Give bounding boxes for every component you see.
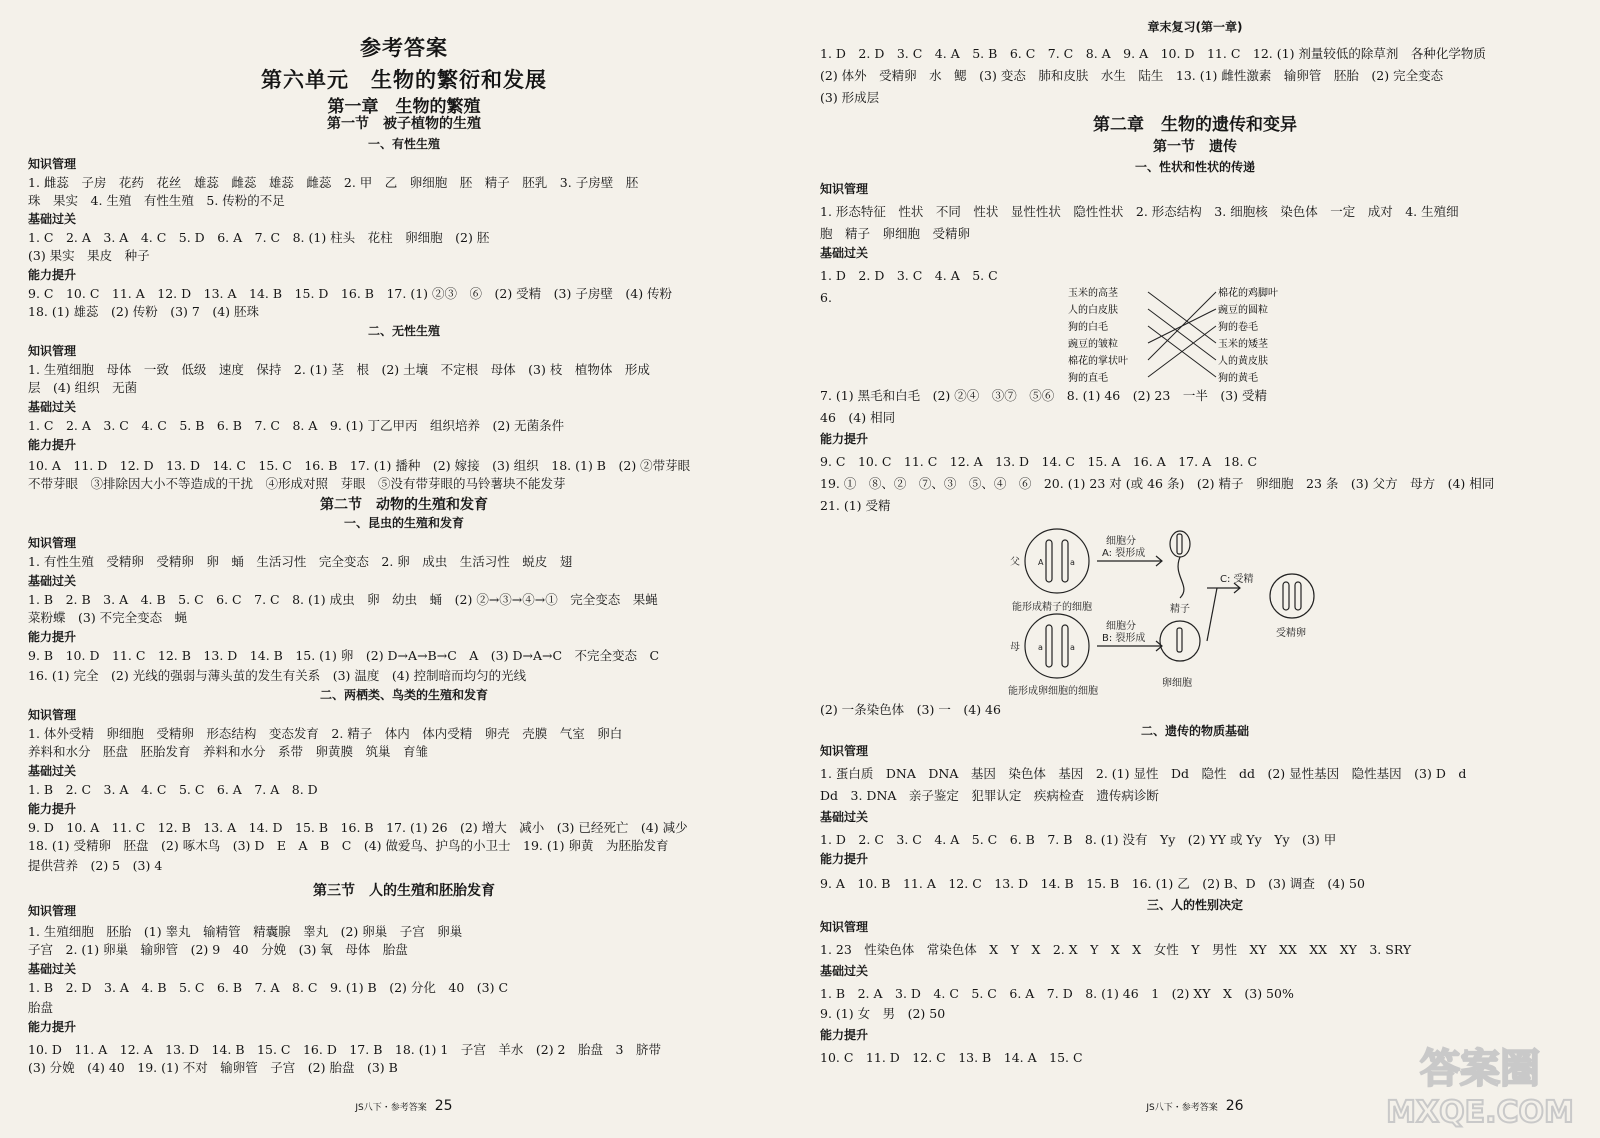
right-section-label: 知识管理 xyxy=(820,920,869,934)
left-section-label: 能力提升 xyxy=(28,802,77,816)
left-section-label: 知识管理 xyxy=(28,344,77,358)
right-answer-line: 1. D 2. D 3. C 4. A 5. C xyxy=(820,268,998,283)
right-answer-line: 1. 形态特征 性状 不同 性状 显性性状 隐性性状 2. 形态结构 3. 细胞核 染色体 一定 成对 4. 生殖细 xyxy=(820,204,1459,219)
match-left-item: 人的白皮肤 xyxy=(1068,305,1118,316)
mother-label: 母 xyxy=(1010,642,1020,653)
match-left-item: 豌豆的皱粒 xyxy=(1068,339,1118,350)
right-answer-line: 1. 蛋白质 DNA DNA 基因 染色体 基因 2. (1) 显性 Dd 隐性 dd (2) 显性基因 隐性基因 (3) D d xyxy=(820,766,1467,781)
right-heading: 第一节 遗传 xyxy=(1153,139,1237,155)
page-number: 25 xyxy=(434,1098,453,1114)
right-heading: 二、遗传的物质基础 xyxy=(1140,724,1249,738)
right-answer-line: 6. xyxy=(820,290,832,305)
egg-cell xyxy=(1160,621,1200,661)
match-connector xyxy=(1148,309,1216,360)
division-label-a: 细胞分 xyxy=(1106,536,1136,547)
left-answer-line: 1. B 2. D 3. A 4. B 5. C 6. B 7. A 8. C 9. (1) B (2) 分化 40 (3) C xyxy=(28,980,509,995)
right-answer-line: (3) 形成层 xyxy=(820,90,880,105)
left-answer-line: 18. (1) 受精卵 胚盘 (2) 啄木鸟 (3) D E A B C (4) 做爱鸟、护鸟的小卫士 19. (1) 卵黄 为胚胎发育 xyxy=(28,838,669,853)
gene-a-mother1: a xyxy=(1038,643,1043,652)
right-answer-line: Dd 3. DNA 亲子鉴定 犯罪认定 疾病检查 遗传病诊断 xyxy=(820,788,1159,803)
match-right-item: 棉花的鸡脚叶 xyxy=(1218,288,1278,299)
left-answer-line: 1. B 2. B 3. A 4. B 5. C 6. C 7. C 8. (1) 成虫 卵 幼虫 蛹 (2) ②→③→④→① 完全变态 果蝇 xyxy=(28,592,658,607)
left-answer-line: 9. B 10. D 11. C 12. B 13. D 14. B 15. (1) 卵 (2) D→A→B→C A (3) D→A→C 不完全变态 C xyxy=(28,648,660,663)
match-right-item: 人的黄皮肤 xyxy=(1218,356,1268,367)
footer-label: JS八下・参考答案 xyxy=(355,1103,427,1113)
left-section-label: 基础过关 xyxy=(28,212,77,226)
footer-label: JS八下・参考答案 xyxy=(1146,1103,1218,1113)
left-section-label: 能力提升 xyxy=(28,630,77,644)
left-section-label: 知识管理 xyxy=(28,157,77,171)
right-answer-line: 胞 精子 卵细胞 受精卵 xyxy=(820,226,971,241)
left-heading: 第一节 被子植物的生殖 xyxy=(327,116,481,132)
match-right-item: 豌豆的圆粒 xyxy=(1218,305,1268,316)
left-answer-line: 1. 生殖细胞 胚胎 (1) 睾丸 输精管 精囊腺 睾丸 (2) 卵巢 子宫 卵巢 xyxy=(28,924,463,939)
match-left-item: 棉花的掌状叶 xyxy=(1068,356,1128,367)
left-answer-line: 子宫 2. (1) 卵巢 输卵管 (2) 9 40 分娩 (3) 氧 母体 胎盘 xyxy=(28,942,408,957)
watermark-text: 答案圈 xyxy=(1420,1046,1540,1092)
right-answer-line: 7. (1) 黑毛和白毛 (2) ②④ ③⑦ ⑤⑥ 8. (1) 46 (2) 23 一半 (3) 受精 xyxy=(820,388,1268,403)
sperm-tail xyxy=(1178,557,1184,598)
right-section-label: 基础过关 xyxy=(820,246,869,260)
mother-cell xyxy=(1025,614,1089,678)
sperm-cell-label: 能形成精子的细胞 xyxy=(1012,602,1092,613)
father-label: 父 xyxy=(1010,557,1020,568)
match-left-item: 狗的直毛 xyxy=(1068,373,1108,384)
watermark-logo xyxy=(1380,1030,1580,1134)
right-section-label: 知识管理 xyxy=(820,744,869,758)
right-heading: 一、性状和性状的传递 xyxy=(1134,160,1255,174)
left-answer-line: 9. D 10. A 11. C 12. B 13. A 14. D 15. B 16. B 17. (1) 26 (2) 增大 减小 (3) 已经死亡 (4) 减少 xyxy=(28,820,688,835)
right-page xyxy=(820,0,1570,1134)
match-right-item: 狗的卷毛 xyxy=(1218,322,1258,333)
right-answer-line: 9. (1) 女 男 (2) 50 xyxy=(820,1006,946,1021)
left-heading: 第三节 人的生殖和胚胎发育 xyxy=(313,883,495,899)
left-answer-line: 养料和水分 胚盘 胚胎发育 养料和水分 系带 卵黄膜 筑巢 育雏 xyxy=(28,744,429,759)
egg-label: 卵细胞 xyxy=(1162,678,1192,689)
left-answer-line: 1. 有性生殖 受精卵 受精卵 卵 蛹 生活习性 完全变态 2. 卵 成虫 生活习性 蜕皮 翅 xyxy=(28,554,573,569)
page-number: 26 xyxy=(1225,1098,1244,1114)
match-left-item: 狗的白毛 xyxy=(1068,322,1108,333)
right-section-label: 能力提升 xyxy=(820,1028,869,1042)
match-right-item: 狗的黄毛 xyxy=(1218,373,1258,384)
left-answer-line: 16. (1) 完全 (2) 光线的强弱与薄头茧的发生有关系 (3) 温度 (4) 控制暗而均匀的光线 xyxy=(28,668,527,683)
right-answer-line: 1. B 2. A 3. D 4. C 5. C 6. A 7. D 8. (1) 46 1 (2) XY X (3) 50% xyxy=(820,986,1294,1001)
right-heading: 第二章 生物的遗传和变异 xyxy=(1093,115,1297,135)
right-heading: 章末复习(第一章) xyxy=(1147,20,1243,34)
left-answer-line: 1. 体外受精 卵细胞 受精卵 形态结构 变态发育 2. 精子 体内 体内受精 卵壳 壳膜 气室 卵白 xyxy=(28,726,623,741)
left-section-label: 基础过关 xyxy=(28,400,77,414)
sperm-label: 精子 xyxy=(1170,604,1190,615)
right-section-label: 基础过关 xyxy=(820,964,869,978)
zygote-cell xyxy=(1270,574,1314,618)
right-answer-line: 1. D 2. C 3. C 4. A 5. C 6. B 7. B 8. (1) 没有 Yy (2) YY 或 Yy Yy (3) 甲 xyxy=(820,832,1337,847)
right-answer-line: 9. C 10. C 11. C 12. A 13. D 14. C 15. A 16. A 17. A 18. C xyxy=(820,454,1258,469)
left-answer-line: (3) 果实 果皮 种子 xyxy=(28,248,150,263)
left-answer-line: 菜粉蝶 (3) 不完全变态 蝇 xyxy=(28,610,188,625)
left-answer-line: 18. (1) 雄蕊 (2) 传粉 (3) 7 (4) 胚珠 xyxy=(28,304,260,319)
division-label-b: 细胞分 xyxy=(1106,621,1136,632)
right-section-label: 能力提升 xyxy=(820,432,869,446)
left-section-label: 能力提升 xyxy=(28,438,77,452)
left-heading: 第二节 动物的生殖和发育 xyxy=(320,497,488,513)
sperm-head xyxy=(1170,531,1190,557)
gene-a: a xyxy=(1070,558,1075,567)
left-answer-line: 珠 果实 4. 生殖 有性生殖 5. 传粉的不足 xyxy=(28,193,285,208)
right-answer-line: 21. (1) 受精 xyxy=(820,498,891,513)
left-section-label: 基础过关 xyxy=(28,574,77,588)
match-right-item: 玉米的矮茎 xyxy=(1218,339,1268,350)
right-section-label: 知识管理 xyxy=(820,182,869,196)
left-answer-line: 1. B 2. C 3. A 4. C 5. C 6. A 7. A 8. D xyxy=(28,782,318,797)
right-answer-line: 9. A 10. B 11. A 12. C 13. D 14. B 15. B 16. (1) 乙 (2) B、D (3) 调查 (4) 50 xyxy=(820,876,1365,891)
egg-cell-label: 能形成卵细胞的细胞 xyxy=(1008,686,1098,696)
right-answer-line: 1. D 2. D 3. C 4. A 5. B 6. C 7. C 8. A 9. A 10. D 11. C 12. (1) 剂量较低的除草剂 各种化学物质 xyxy=(820,46,1486,61)
left-answer-line: 1. C 2. A 3. A 4. C 5. D 6. A 7. C 8. (1) 柱头 花柱 卵细胞 (2) 胚 xyxy=(28,230,490,245)
left-answer-line: 1. 生殖细胞 母体 一致 低级 速度 保持 2. (1) 茎 根 (2) 土壤 不定根 母体 (3) 枝 植物体 形成 xyxy=(28,362,650,377)
left-heading: 二、两栖类、鸟类的生殖和发育 xyxy=(319,688,488,702)
right-heading: 三、人的性别决定 xyxy=(1146,898,1243,912)
left-answer-line: 10. D 11. A 12. A 13. D 14. B 15. C 16. D 17. B 18. (1) 1 子宫 羊水 (2) 2 胎盘 3 脐带 xyxy=(28,1042,661,1057)
right-answer-line: 10. C 11. D 12. C 13. B 14. A 15. C xyxy=(820,1050,1083,1065)
left-section-label: 知识管理 xyxy=(28,536,77,550)
left-section-label: 基础过关 xyxy=(28,962,77,976)
left-answer-line: 1. 雌蕊 子房 花药 花丝 雄蕊 雌蕊 雄蕊 雌蕊 2. 甲 乙 卵细胞 胚 精子 胚乳 3. 子房壁 胚 xyxy=(28,175,639,190)
arrow-a-label: A: 裂形成 xyxy=(1102,548,1146,559)
left-answer-line: 胎盘 xyxy=(28,1000,54,1015)
right-answer-line: 19. ① ⑧、② ⑦、③ ⑤、④ ⑥ 20. (1) 23 对 (或 46 条) (2) 精子 卵细胞 23 条 (3) 父方 母方 (4) 相同 xyxy=(820,476,1495,491)
left-heading: 参考答案 xyxy=(360,36,448,60)
fertilization-label: C: 受精 xyxy=(1220,574,1254,585)
left-answer-line: 10. A 11. D 12. D 13. D 14. C 15. C 16. B 17. (1) 播种 (2) 嫁接 (3) 组织 18. (1) B (2) ②带芽眼 xyxy=(28,458,691,473)
zygote-label: 受精卵 xyxy=(1276,628,1306,639)
left-answer-line: 层 (4) 组织 无菌 xyxy=(28,380,138,395)
left-page xyxy=(28,0,780,1134)
left-answer-line: 1. C 2. A 3. C 4. C 5. B 6. B 7. C 8. A 9. (1) 丁乙甲丙 组织培养 (2) 无菌条件 xyxy=(28,418,565,433)
left-section-label: 知识管理 xyxy=(28,904,77,918)
watermark-url: MXQE.COM xyxy=(1386,1095,1574,1130)
right-section-label: 基础过关 xyxy=(820,810,869,824)
left-heading: 第六单元 生物的繁衍和发展 xyxy=(261,68,547,92)
left-section-label: 知识管理 xyxy=(28,708,77,722)
left-heading: 第一章 生物的繁殖 xyxy=(327,97,481,117)
left-heading: 一、昆虫的生殖和发育 xyxy=(343,516,464,530)
left-section-label: 基础过关 xyxy=(28,764,77,778)
left-answer-line: (3) 分娩 (4) 40 19. (1) 不对 输卵管 子宫 (2) 胎盘 (3) B xyxy=(28,1060,398,1075)
right-answer-line: 46 (4) 相同 xyxy=(820,410,896,425)
left-section-label: 能力提升 xyxy=(28,1020,77,1034)
right-answer-line: (2) 一条染色体 (3) 一 (4) 46 xyxy=(820,702,1001,717)
right-answer-line: (2) 体外 受精卵 水 鳃 (3) 变态 肺和皮肤 水生 陆生 13. (1) 雌性激素 输卵管 胚胎 (2) 完全变态 xyxy=(820,68,1444,83)
left-answer-line: 提供营养 (2) 5 (3) 4 xyxy=(28,858,163,873)
gene-a-mother2: a xyxy=(1070,643,1075,652)
arrow-b-label: B: 裂形成 xyxy=(1102,633,1146,644)
right-section-label: 能力提升 xyxy=(820,852,869,866)
left-page-footer xyxy=(28,1098,780,1114)
father-cell xyxy=(1025,529,1089,593)
left-section-label: 能力提升 xyxy=(28,268,77,282)
left-answer-line: 9. C 10. C 11. A 12. D 13. A 14. B 15. D 16. B 17. (1) ②③ ⑥ (2) 受精 (3) 子房壁 (4) 传粉 xyxy=(28,286,673,301)
cell-division-diagram xyxy=(1002,516,1352,696)
left-heading: 一、有性生殖 xyxy=(367,137,440,151)
match-left-item: 玉米的高茎 xyxy=(1068,288,1118,299)
gene-A: A xyxy=(1038,558,1044,567)
left-answer-line: 不带芽眼 ③排除因大小不等造成的干扰 ④形成对照 芽眼 ⑤没有带芽眼的马铃薯块不能发芽 xyxy=(28,476,566,491)
left-heading: 二、无性生殖 xyxy=(367,324,440,338)
right-answer-line: 1. 23 性染色体 常染色体 X Y X 2. X Y X X 女性 Y 男性 XY XX XX XY 3. SRY xyxy=(820,942,1412,957)
